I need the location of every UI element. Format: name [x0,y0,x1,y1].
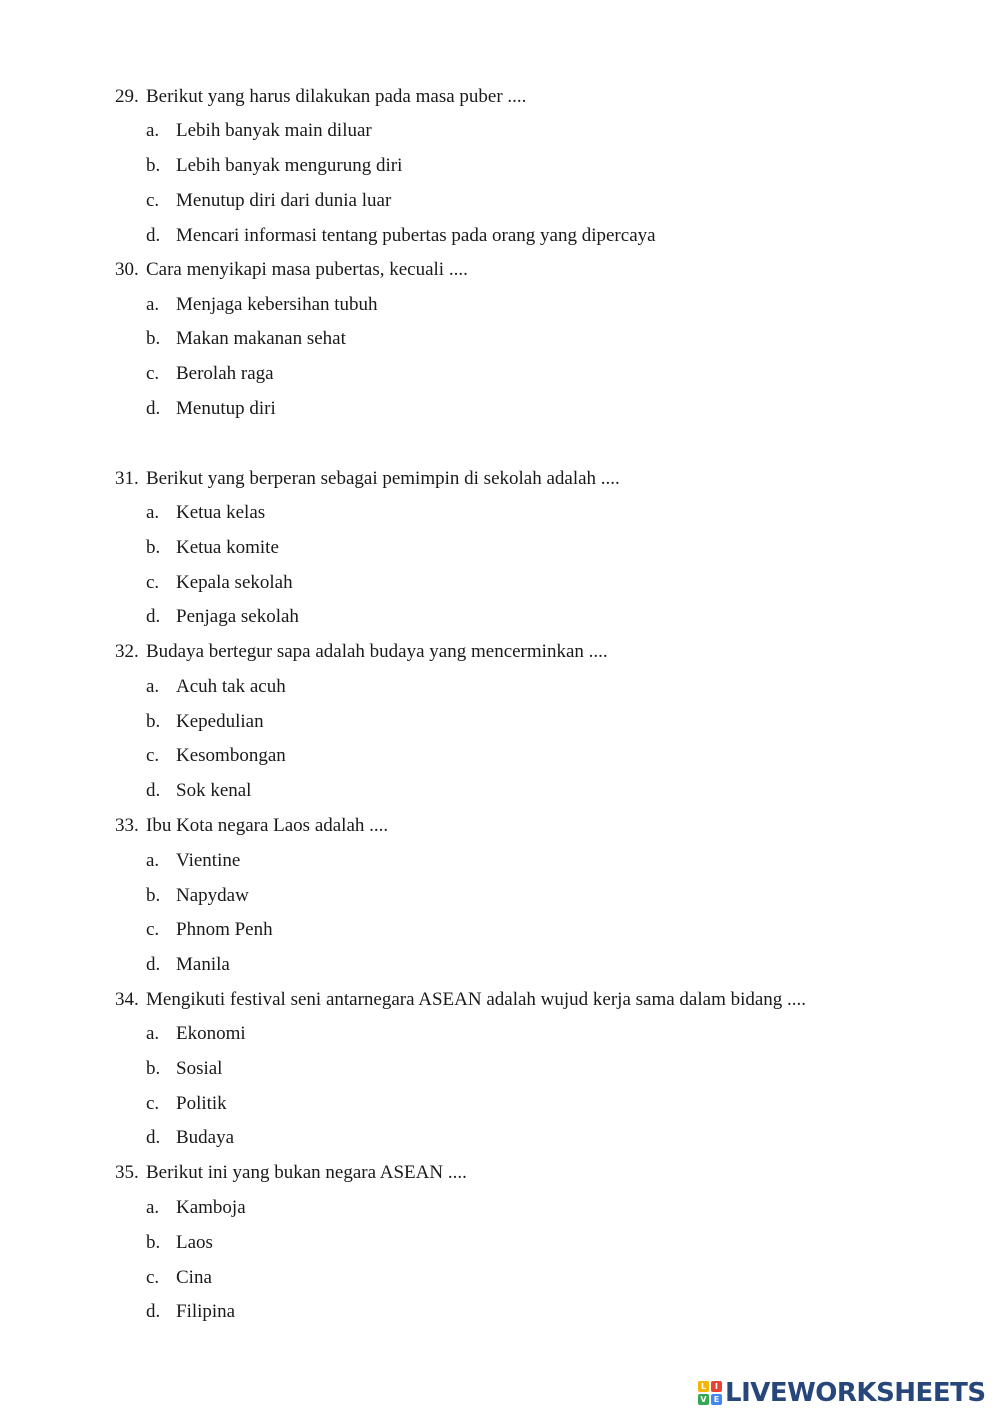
option-29a[interactable] [146,119,372,143]
option-letter: b. [146,1232,161,1253]
option-text: Menutup diri [176,398,276,419]
option-32a[interactable] [146,675,286,699]
option-text: Makan makanan sehat [176,328,346,349]
option-letter: d. [146,398,161,419]
option-text: Ekonomi [176,1023,246,1044]
question-text: Cara menyikapi masa pubertas, kecuali .... [146,259,468,280]
option-text: Manila [176,954,230,975]
option-text: Sosial [176,1058,223,1079]
question-35 [115,1161,467,1185]
logo-tile-e: E [711,1394,722,1405]
option-letter: d. [146,606,161,627]
option-letter: c. [146,919,160,940]
question-32 [115,640,608,664]
option-text: Kamboja [176,1197,246,1218]
question-text: Ibu Kota negara Laos adalah .... [146,815,389,836]
liveworksheets-brand[interactable] [698,1378,986,1408]
logo-tile-i: I [711,1381,722,1392]
brand-name: LIVEWORKSHEETS [725,1378,986,1408]
option-33d[interactable] [146,953,230,977]
option-text: Napydaw [176,885,249,906]
option-29d[interactable] [146,224,656,248]
option-31b[interactable] [146,536,279,560]
option-letter: c. [146,1267,160,1288]
option-31d[interactable] [146,605,299,629]
option-letter: d. [146,225,161,246]
logo-tile-v: V [698,1394,709,1405]
question-number: 32. [115,641,139,662]
option-34a[interactable] [146,1022,246,1046]
option-text: Menjaga kebersihan tubuh [176,294,378,315]
option-letter: c. [146,1093,160,1114]
option-35d[interactable] [146,1300,235,1324]
option-letter: c. [146,572,160,593]
option-letter: a. [146,1197,160,1218]
option-text: Filipina [176,1301,236,1322]
option-text: Laos [176,1232,213,1253]
option-letter: a. [146,850,160,871]
question-text: Berikut ini yang bukan negara ASEAN .... [146,1162,467,1183]
option-letter: a. [146,1023,160,1044]
question-34 [115,988,806,1012]
option-text: Kepedulian [176,711,264,732]
option-letter: c. [146,363,160,384]
option-34c[interactable] [146,1092,227,1116]
question-number: 34. [115,989,139,1010]
option-letter: b. [146,155,161,176]
option-34d[interactable] [146,1126,234,1150]
option-30d[interactable] [146,397,276,421]
option-30c[interactable] [146,362,274,386]
option-text: Mencari informasi tentang pubertas pada orang yang dipercaya [176,225,656,246]
option-letter: b. [146,1058,161,1079]
option-33c[interactable] [146,918,273,942]
option-text: Politik [176,1093,227,1114]
option-34b[interactable] [146,1057,222,1081]
option-text: Phnom Penh [176,919,273,940]
question-33 [115,814,388,838]
option-32d[interactable] [146,779,251,803]
option-text: Lebih banyak mengurung diri [176,155,403,176]
option-letter: d. [146,780,161,801]
question-number: 33. [115,815,139,836]
question-29 [115,85,526,109]
option-letter: b. [146,537,161,558]
option-letter: b. [146,328,161,349]
option-text: Lebih banyak main diluar [176,120,372,141]
option-29c[interactable] [146,189,391,213]
option-33a[interactable] [146,849,240,873]
question-number: 31. [115,468,139,489]
option-text: Ketua komite [176,537,279,558]
option-text: Penjaga sekolah [176,606,299,627]
option-text: Acuh tak acuh [176,676,286,697]
option-35c[interactable] [146,1266,212,1290]
option-29b[interactable] [146,154,402,178]
option-text: Sok kenal [176,780,252,801]
question-30 [115,258,468,282]
option-letter: a. [146,120,160,141]
option-letter: d. [146,954,161,975]
option-text: Vientine [176,850,241,871]
option-text: Budaya [176,1127,235,1148]
option-35b[interactable] [146,1231,213,1255]
option-letter: d. [146,1127,161,1148]
option-letter: a. [146,294,160,315]
option-32c[interactable] [146,744,286,768]
option-letter: c. [146,190,160,211]
option-text: Berolah raga [176,363,274,384]
option-text: Kesombongan [176,745,286,766]
logo-tile-l: L [698,1381,709,1392]
option-32b[interactable] [146,710,264,734]
question-text: Budaya bertegur sapa adalah budaya yang mencerminkan .... [146,641,608,662]
question-text: Berikut yang harus dilakukan pada masa puber .... [146,86,527,107]
option-33b[interactable] [146,884,249,908]
question-text: Berikut yang berperan sebagai pemimpin di sekolah adalah .... [146,468,620,489]
question-number: 29. [115,86,139,107]
liveworksheets-logo-icon [698,1381,722,1405]
option-30b[interactable] [146,327,346,351]
option-letter: c. [146,745,160,766]
option-31c[interactable] [146,571,293,595]
option-letter: b. [146,885,161,906]
option-text: Kepala sekolah [176,572,293,593]
option-letter: b. [146,711,161,732]
question-31 [115,467,620,491]
question-text: Mengikuti festival seni antarnegara ASEAN adalah wujud kerja sama dalam bidang .... [146,989,807,1010]
option-text: Menutup diri dari dunia luar [176,190,392,211]
option-30a[interactable] [146,293,378,317]
option-31a[interactable] [146,501,265,525]
option-text: Cina [176,1267,212,1288]
question-number: 35. [115,1162,139,1183]
option-letter: a. [146,502,160,523]
option-35a[interactable] [146,1196,246,1220]
option-text: Ketua kelas [176,502,266,523]
question-number: 30. [115,259,139,280]
option-letter: a. [146,676,160,697]
option-letter: d. [146,1301,161,1322]
